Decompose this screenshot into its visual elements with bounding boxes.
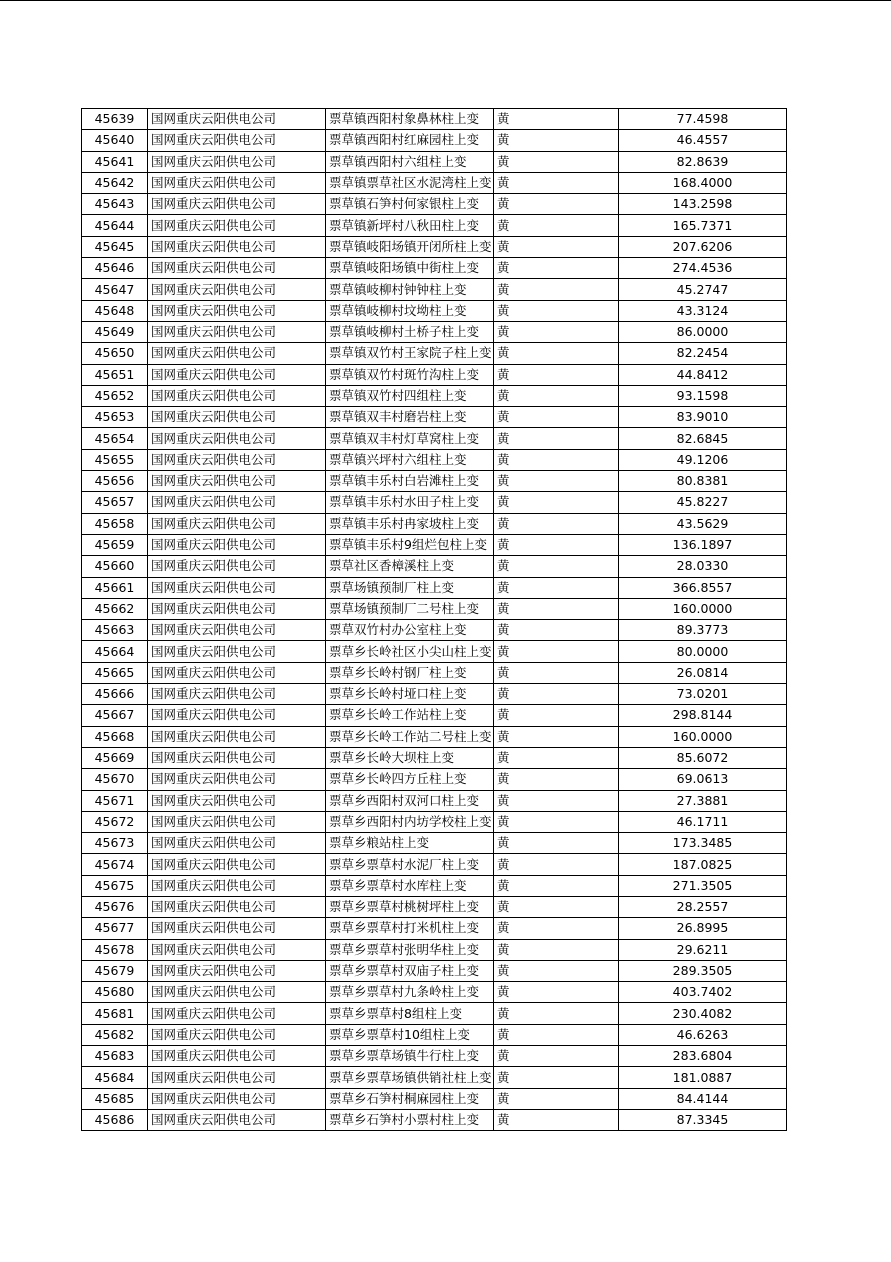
table-row bbox=[82, 492, 787, 513]
cell-station: 票草镇丰乐村白岩滩柱上变 bbox=[326, 471, 494, 492]
cell-id: 45668 bbox=[82, 726, 148, 747]
cell-company: 国网重庆云阳供电公司 bbox=[148, 215, 326, 236]
cell-company: 国网重庆云阳供电公司 bbox=[148, 726, 326, 747]
cell-station: 票草乡票草场镇牛行柱上变 bbox=[326, 1046, 494, 1067]
cell-level: 黄 bbox=[494, 1024, 619, 1045]
table-row bbox=[82, 726, 787, 747]
cell-station: 票草镇岐柳村坟坳柱上变 bbox=[326, 300, 494, 321]
cell-company: 国网重庆云阳供电公司 bbox=[148, 194, 326, 215]
table-row bbox=[82, 513, 787, 534]
cell-station: 票草乡长岭工作站二号柱上变 bbox=[326, 726, 494, 747]
cell-id: 45667 bbox=[82, 705, 148, 726]
cell-company: 国网重庆云阳供电公司 bbox=[148, 620, 326, 641]
cell-company: 国网重庆云阳供电公司 bbox=[148, 492, 326, 513]
table-row bbox=[82, 854, 787, 875]
table-row bbox=[82, 471, 787, 492]
cell-level: 黄 bbox=[494, 385, 619, 406]
cell-station: 票草乡长岭村垭口柱上变 bbox=[326, 684, 494, 705]
cell-level: 黄 bbox=[494, 1088, 619, 1109]
cell-company: 国网重庆云阳供电公司 bbox=[148, 258, 326, 279]
cell-level: 黄 bbox=[494, 172, 619, 193]
cell-id: 45654 bbox=[82, 428, 148, 449]
cell-level: 黄 bbox=[494, 343, 619, 364]
table-row bbox=[82, 598, 787, 619]
cell-value: 168.4000 bbox=[619, 172, 787, 193]
cell-company: 国网重庆云阳供电公司 bbox=[148, 151, 326, 172]
cell-id: 45658 bbox=[82, 513, 148, 534]
cell-level: 黄 bbox=[494, 598, 619, 619]
cell-value: 165.7371 bbox=[619, 215, 787, 236]
cell-value: 46.6263 bbox=[619, 1024, 787, 1045]
cell-company: 国网重庆云阳供电公司 bbox=[148, 407, 326, 428]
cell-value: 28.0330 bbox=[619, 556, 787, 577]
cell-station: 票草乡票草村10组柱上变 bbox=[326, 1024, 494, 1045]
cell-level: 黄 bbox=[494, 1003, 619, 1024]
cell-company: 国网重庆云阳供电公司 bbox=[148, 833, 326, 854]
table-row bbox=[82, 556, 787, 577]
cell-id: 45669 bbox=[82, 747, 148, 768]
cell-id: 45670 bbox=[82, 769, 148, 790]
cell-station: 票草乡西阳村双河口柱上变 bbox=[326, 790, 494, 811]
cell-id: 45665 bbox=[82, 662, 148, 683]
cell-station: 票草乡票草村水泥厂柱上变 bbox=[326, 854, 494, 875]
cell-value: 49.1206 bbox=[619, 449, 787, 470]
cell-company: 国网重庆云阳供电公司 bbox=[148, 109, 326, 130]
cell-station: 票草乡票草村九条岭柱上变 bbox=[326, 982, 494, 1003]
cell-id: 45640 bbox=[82, 130, 148, 151]
cell-value: 83.9010 bbox=[619, 407, 787, 428]
cell-value: 77.4598 bbox=[619, 109, 787, 130]
cell-level: 黄 bbox=[494, 982, 619, 1003]
cell-company: 国网重庆云阳供电公司 bbox=[148, 1109, 326, 1130]
cell-station: 票草乡长岭四方丘柱上变 bbox=[326, 769, 494, 790]
cell-station: 票草镇丰乐村9组烂包柱上变 bbox=[326, 534, 494, 555]
cell-level: 黄 bbox=[494, 556, 619, 577]
cell-company: 国网重庆云阳供电公司 bbox=[148, 343, 326, 364]
cell-value: 84.4144 bbox=[619, 1088, 787, 1109]
cell-company: 国网重庆云阳供电公司 bbox=[148, 1046, 326, 1067]
cell-value: 73.0201 bbox=[619, 684, 787, 705]
cell-level: 黄 bbox=[494, 471, 619, 492]
cell-company: 国网重庆云阳供电公司 bbox=[148, 747, 326, 768]
cell-station: 票草乡长岭工作站柱上变 bbox=[326, 705, 494, 726]
table-row bbox=[82, 1024, 787, 1045]
cell-station: 票草乡石笋村小票村柱上变 bbox=[326, 1109, 494, 1130]
cell-id: 45682 bbox=[82, 1024, 148, 1045]
cell-id: 45648 bbox=[82, 300, 148, 321]
cell-company: 国网重庆云阳供电公司 bbox=[148, 556, 326, 577]
cell-value: 46.4557 bbox=[619, 130, 787, 151]
cell-level: 黄 bbox=[494, 684, 619, 705]
cell-station: 票草乡票草场镇供销社柱上变 bbox=[326, 1067, 494, 1088]
cell-id: 45645 bbox=[82, 236, 148, 257]
cell-level: 黄 bbox=[494, 428, 619, 449]
cell-company: 国网重庆云阳供电公司 bbox=[148, 364, 326, 385]
table-row bbox=[82, 769, 787, 790]
cell-level: 黄 bbox=[494, 705, 619, 726]
cell-station: 票草镇丰乐村冉家坡柱上变 bbox=[326, 513, 494, 534]
cell-level: 黄 bbox=[494, 747, 619, 768]
cell-id: 45671 bbox=[82, 790, 148, 811]
cell-company: 国网重庆云阳供电公司 bbox=[148, 896, 326, 917]
cell-company: 国网重庆云阳供电公司 bbox=[148, 577, 326, 598]
cell-id: 45647 bbox=[82, 279, 148, 300]
cell-id: 45676 bbox=[82, 896, 148, 917]
table-row bbox=[82, 1067, 787, 1088]
cell-id: 45655 bbox=[82, 449, 148, 470]
cell-id: 45681 bbox=[82, 1003, 148, 1024]
cell-id: 45651 bbox=[82, 364, 148, 385]
cell-id: 45679 bbox=[82, 960, 148, 981]
cell-company: 国网重庆云阳供电公司 bbox=[148, 130, 326, 151]
cell-level: 黄 bbox=[494, 109, 619, 130]
cell-id: 45650 bbox=[82, 343, 148, 364]
cell-level: 黄 bbox=[494, 790, 619, 811]
cell-level: 黄 bbox=[494, 449, 619, 470]
cell-id: 45662 bbox=[82, 598, 148, 619]
cell-station: 票草镇新坪村八秋田柱上变 bbox=[326, 215, 494, 236]
cell-company: 国网重庆云阳供电公司 bbox=[148, 684, 326, 705]
cell-station: 票草镇双竹村四组柱上变 bbox=[326, 385, 494, 406]
cell-station: 票草镇双丰村灯草窝柱上变 bbox=[326, 428, 494, 449]
cell-level: 黄 bbox=[494, 577, 619, 598]
cell-level: 黄 bbox=[494, 960, 619, 981]
cell-level: 黄 bbox=[494, 1046, 619, 1067]
table-row bbox=[82, 662, 787, 683]
table-row bbox=[82, 641, 787, 662]
table-row bbox=[82, 236, 787, 257]
cell-id: 45639 bbox=[82, 109, 148, 130]
cell-value: 283.6804 bbox=[619, 1046, 787, 1067]
cell-value: 289.3505 bbox=[619, 960, 787, 981]
table-body bbox=[82, 109, 787, 1131]
cell-value: 173.3485 bbox=[619, 833, 787, 854]
table-row bbox=[82, 428, 787, 449]
table-row bbox=[82, 747, 787, 768]
cell-station: 票草镇双竹村王家院子柱上变 bbox=[326, 343, 494, 364]
cell-level: 黄 bbox=[494, 151, 619, 172]
cell-value: 271.3505 bbox=[619, 875, 787, 896]
cell-station: 票草镇岐柳村土桥子柱上变 bbox=[326, 321, 494, 342]
cell-station: 票草镇石笋村何家银柱上变 bbox=[326, 194, 494, 215]
cell-id: 45680 bbox=[82, 982, 148, 1003]
cell-station: 票草乡票草村打米机柱上变 bbox=[326, 918, 494, 939]
table-row bbox=[82, 364, 787, 385]
cell-id: 45646 bbox=[82, 258, 148, 279]
cell-company: 国网重庆云阳供电公司 bbox=[148, 449, 326, 470]
cell-id: 45685 bbox=[82, 1088, 148, 1109]
cell-value: 366.8557 bbox=[619, 577, 787, 598]
cell-value: 298.8144 bbox=[619, 705, 787, 726]
table-row bbox=[82, 918, 787, 939]
table-row bbox=[82, 1003, 787, 1024]
cell-company: 国网重庆云阳供电公司 bbox=[148, 918, 326, 939]
table-row bbox=[82, 833, 787, 854]
cell-company: 国网重庆云阳供电公司 bbox=[148, 172, 326, 193]
cell-id: 45673 bbox=[82, 833, 148, 854]
cell-id: 45678 bbox=[82, 939, 148, 960]
cell-id: 45672 bbox=[82, 811, 148, 832]
cell-level: 黄 bbox=[494, 194, 619, 215]
cell-station: 票草乡票草村张明华柱上变 bbox=[326, 939, 494, 960]
cell-level: 黄 bbox=[494, 833, 619, 854]
cell-station: 票草镇岐柳村钟钟柱上变 bbox=[326, 279, 494, 300]
cell-level: 黄 bbox=[494, 492, 619, 513]
cell-station: 票草乡长岭社区小尖山柱上变 bbox=[326, 641, 494, 662]
cell-value: 26.8995 bbox=[619, 918, 787, 939]
cell-level: 黄 bbox=[494, 726, 619, 747]
table-row bbox=[82, 896, 787, 917]
table-row bbox=[82, 790, 787, 811]
cell-id: 45653 bbox=[82, 407, 148, 428]
cell-level: 黄 bbox=[494, 620, 619, 641]
cell-level: 黄 bbox=[494, 1067, 619, 1088]
cell-station: 票草镇票草社区水泥湾柱上变 bbox=[326, 172, 494, 193]
cell-level: 黄 bbox=[494, 918, 619, 939]
cell-company: 国网重庆云阳供电公司 bbox=[148, 790, 326, 811]
cell-station: 票草乡票草村水库柱上变 bbox=[326, 875, 494, 896]
cell-company: 国网重庆云阳供电公司 bbox=[148, 321, 326, 342]
cell-station: 票草镇丰乐村水田子柱上变 bbox=[326, 492, 494, 513]
cell-level: 黄 bbox=[494, 364, 619, 385]
cell-id: 45641 bbox=[82, 151, 148, 172]
cell-id: 45683 bbox=[82, 1046, 148, 1067]
cell-company: 国网重庆云阳供电公司 bbox=[148, 428, 326, 449]
table-row bbox=[82, 279, 787, 300]
cell-company: 国网重庆云阳供电公司 bbox=[148, 471, 326, 492]
cell-value: 136.1897 bbox=[619, 534, 787, 555]
cell-value: 89.3773 bbox=[619, 620, 787, 641]
cell-company: 国网重庆云阳供电公司 bbox=[148, 279, 326, 300]
cell-company: 国网重庆云阳供电公司 bbox=[148, 1088, 326, 1109]
cell-company: 国网重庆云阳供电公司 bbox=[148, 982, 326, 1003]
cell-station: 票草镇岐阳场镇开闭所柱上变 bbox=[326, 236, 494, 257]
table-row bbox=[82, 811, 787, 832]
cell-id: 45661 bbox=[82, 577, 148, 598]
cell-value: 45.2747 bbox=[619, 279, 787, 300]
cell-company: 国网重庆云阳供电公司 bbox=[148, 236, 326, 257]
cell-value: 82.2454 bbox=[619, 343, 787, 364]
cell-value: 85.6072 bbox=[619, 747, 787, 768]
cell-value: 207.6206 bbox=[619, 236, 787, 257]
table-row bbox=[82, 534, 787, 555]
cell-station: 票草乡石笋村桐麻园柱上变 bbox=[326, 1088, 494, 1109]
cell-level: 黄 bbox=[494, 407, 619, 428]
cell-company: 国网重庆云阳供电公司 bbox=[148, 598, 326, 619]
cell-level: 黄 bbox=[494, 215, 619, 236]
table-row bbox=[82, 300, 787, 321]
cell-station: 票草乡长岭大坝柱上变 bbox=[326, 747, 494, 768]
cell-level: 黄 bbox=[494, 258, 619, 279]
cell-station: 票草镇双丰村磨岩柱上变 bbox=[326, 407, 494, 428]
table-row bbox=[82, 705, 787, 726]
cell-id: 45663 bbox=[82, 620, 148, 641]
table-row bbox=[82, 385, 787, 406]
cell-company: 国网重庆云阳供电公司 bbox=[148, 641, 326, 662]
cell-value: 274.4536 bbox=[619, 258, 787, 279]
cell-value: 160.0000 bbox=[619, 598, 787, 619]
cell-id: 45677 bbox=[82, 918, 148, 939]
cell-id: 45664 bbox=[82, 641, 148, 662]
cell-value: 143.2598 bbox=[619, 194, 787, 215]
cell-value: 82.8639 bbox=[619, 151, 787, 172]
cell-id: 45686 bbox=[82, 1109, 148, 1130]
cell-station: 票草乡粮站柱上变 bbox=[326, 833, 494, 854]
table-row bbox=[82, 258, 787, 279]
cell-station: 票草场镇预制厂柱上变 bbox=[326, 577, 494, 598]
cell-id: 45652 bbox=[82, 385, 148, 406]
table-row bbox=[82, 172, 787, 193]
cell-station: 票草乡西阳村内坊学校柱上变 bbox=[326, 811, 494, 832]
cell-id: 45675 bbox=[82, 875, 148, 896]
cell-station: 票草乡票草村双庙子柱上变 bbox=[326, 960, 494, 981]
cell-level: 黄 bbox=[494, 875, 619, 896]
cell-value: 187.0825 bbox=[619, 854, 787, 875]
table-row bbox=[82, 151, 787, 172]
cell-level: 黄 bbox=[494, 769, 619, 790]
table-row bbox=[82, 939, 787, 960]
cell-station: 票草镇西阳村红麻园柱上变 bbox=[326, 130, 494, 151]
cell-id: 45656 bbox=[82, 471, 148, 492]
cell-company: 国网重庆云阳供电公司 bbox=[148, 385, 326, 406]
table-row bbox=[82, 982, 787, 1003]
cell-value: 403.7402 bbox=[619, 982, 787, 1003]
cell-level: 黄 bbox=[494, 1109, 619, 1130]
cell-id: 45657 bbox=[82, 492, 148, 513]
cell-id: 45674 bbox=[82, 854, 148, 875]
cell-id: 45642 bbox=[82, 172, 148, 193]
cell-value: 27.3881 bbox=[619, 790, 787, 811]
cell-value: 82.6845 bbox=[619, 428, 787, 449]
cell-value: 28.2557 bbox=[619, 896, 787, 917]
cell-company: 国网重庆云阳供电公司 bbox=[148, 1024, 326, 1045]
cell-company: 国网重庆云阳供电公司 bbox=[148, 705, 326, 726]
cell-id: 45666 bbox=[82, 684, 148, 705]
table-row bbox=[82, 130, 787, 151]
cell-value: 230.4082 bbox=[619, 1003, 787, 1024]
cell-value: 160.0000 bbox=[619, 726, 787, 747]
cell-value: 69.0613 bbox=[619, 769, 787, 790]
cell-station: 票草乡票草村桃树坪柱上变 bbox=[326, 896, 494, 917]
cell-level: 黄 bbox=[494, 130, 619, 151]
cell-level: 黄 bbox=[494, 641, 619, 662]
table-row bbox=[82, 194, 787, 215]
cell-company: 国网重庆云阳供电公司 bbox=[148, 939, 326, 960]
cell-value: 43.3124 bbox=[619, 300, 787, 321]
cell-value: 29.6211 bbox=[619, 939, 787, 960]
table-row bbox=[82, 449, 787, 470]
table-row bbox=[82, 109, 787, 130]
cell-level: 黄 bbox=[494, 513, 619, 534]
cell-id: 45643 bbox=[82, 194, 148, 215]
cell-station: 票草镇双竹村斑竹沟柱上变 bbox=[326, 364, 494, 385]
cell-station: 票草社区香樟溪柱上变 bbox=[326, 556, 494, 577]
page-top-rule bbox=[0, 0, 892, 1]
data-table bbox=[81, 108, 787, 1131]
cell-id: 45684 bbox=[82, 1067, 148, 1088]
table-row bbox=[82, 1088, 787, 1109]
cell-station: 票草镇岐阳场镇中街柱上变 bbox=[326, 258, 494, 279]
cell-level: 黄 bbox=[494, 662, 619, 683]
cell-level: 黄 bbox=[494, 279, 619, 300]
table-row bbox=[82, 875, 787, 896]
cell-level: 黄 bbox=[494, 321, 619, 342]
cell-company: 国网重庆云阳供电公司 bbox=[148, 960, 326, 981]
cell-value: 181.0887 bbox=[619, 1067, 787, 1088]
cell-value: 44.8412 bbox=[619, 364, 787, 385]
cell-value: 87.3345 bbox=[619, 1109, 787, 1130]
cell-level: 黄 bbox=[494, 896, 619, 917]
cell-station: 票草镇西阳村六组柱上变 bbox=[326, 151, 494, 172]
table-row bbox=[82, 321, 787, 342]
cell-value: 80.8381 bbox=[619, 471, 787, 492]
cell-company: 国网重庆云阳供电公司 bbox=[148, 1067, 326, 1088]
cell-id: 45659 bbox=[82, 534, 148, 555]
table-row bbox=[82, 215, 787, 236]
cell-level: 黄 bbox=[494, 811, 619, 832]
cell-level: 黄 bbox=[494, 939, 619, 960]
cell-value: 46.1711 bbox=[619, 811, 787, 832]
cell-company: 国网重庆云阳供电公司 bbox=[148, 1003, 326, 1024]
cell-company: 国网重庆云阳供电公司 bbox=[148, 875, 326, 896]
cell-value: 43.5629 bbox=[619, 513, 787, 534]
cell-value: 93.1598 bbox=[619, 385, 787, 406]
cell-level: 黄 bbox=[494, 534, 619, 555]
cell-value: 26.0814 bbox=[619, 662, 787, 683]
table-row bbox=[82, 684, 787, 705]
cell-company: 国网重庆云阳供电公司 bbox=[148, 662, 326, 683]
cell-company: 国网重庆云阳供电公司 bbox=[148, 300, 326, 321]
cell-company: 国网重庆云阳供电公司 bbox=[148, 769, 326, 790]
table-row bbox=[82, 1046, 787, 1067]
cell-value: 45.8227 bbox=[619, 492, 787, 513]
cell-station: 票草双竹村办公室柱上变 bbox=[326, 620, 494, 641]
cell-id: 45649 bbox=[82, 321, 148, 342]
cell-value: 80.0000 bbox=[619, 641, 787, 662]
table-row bbox=[82, 407, 787, 428]
cell-company: 国网重庆云阳供电公司 bbox=[148, 811, 326, 832]
cell-company: 国网重庆云阳供电公司 bbox=[148, 513, 326, 534]
cell-company: 国网重庆云阳供电公司 bbox=[148, 854, 326, 875]
cell-company: 国网重庆云阳供电公司 bbox=[148, 534, 326, 555]
cell-station: 票草镇西阳村象鼻林柱上变 bbox=[326, 109, 494, 130]
cell-id: 45660 bbox=[82, 556, 148, 577]
cell-level: 黄 bbox=[494, 854, 619, 875]
cell-level: 黄 bbox=[494, 236, 619, 257]
cell-level: 黄 bbox=[494, 300, 619, 321]
table-row bbox=[82, 577, 787, 598]
cell-value: 86.0000 bbox=[619, 321, 787, 342]
table-row bbox=[82, 620, 787, 641]
cell-station: 票草乡长岭村钢厂柱上变 bbox=[326, 662, 494, 683]
cell-id: 45644 bbox=[82, 215, 148, 236]
cell-station: 票草乡票草村8组柱上变 bbox=[326, 1003, 494, 1024]
cell-station: 票草镇兴坪村六组柱上变 bbox=[326, 449, 494, 470]
cell-station: 票草场镇预制厂二号柱上变 bbox=[326, 598, 494, 619]
table-row bbox=[82, 343, 787, 364]
table-row bbox=[82, 960, 787, 981]
table-row bbox=[82, 1109, 787, 1130]
